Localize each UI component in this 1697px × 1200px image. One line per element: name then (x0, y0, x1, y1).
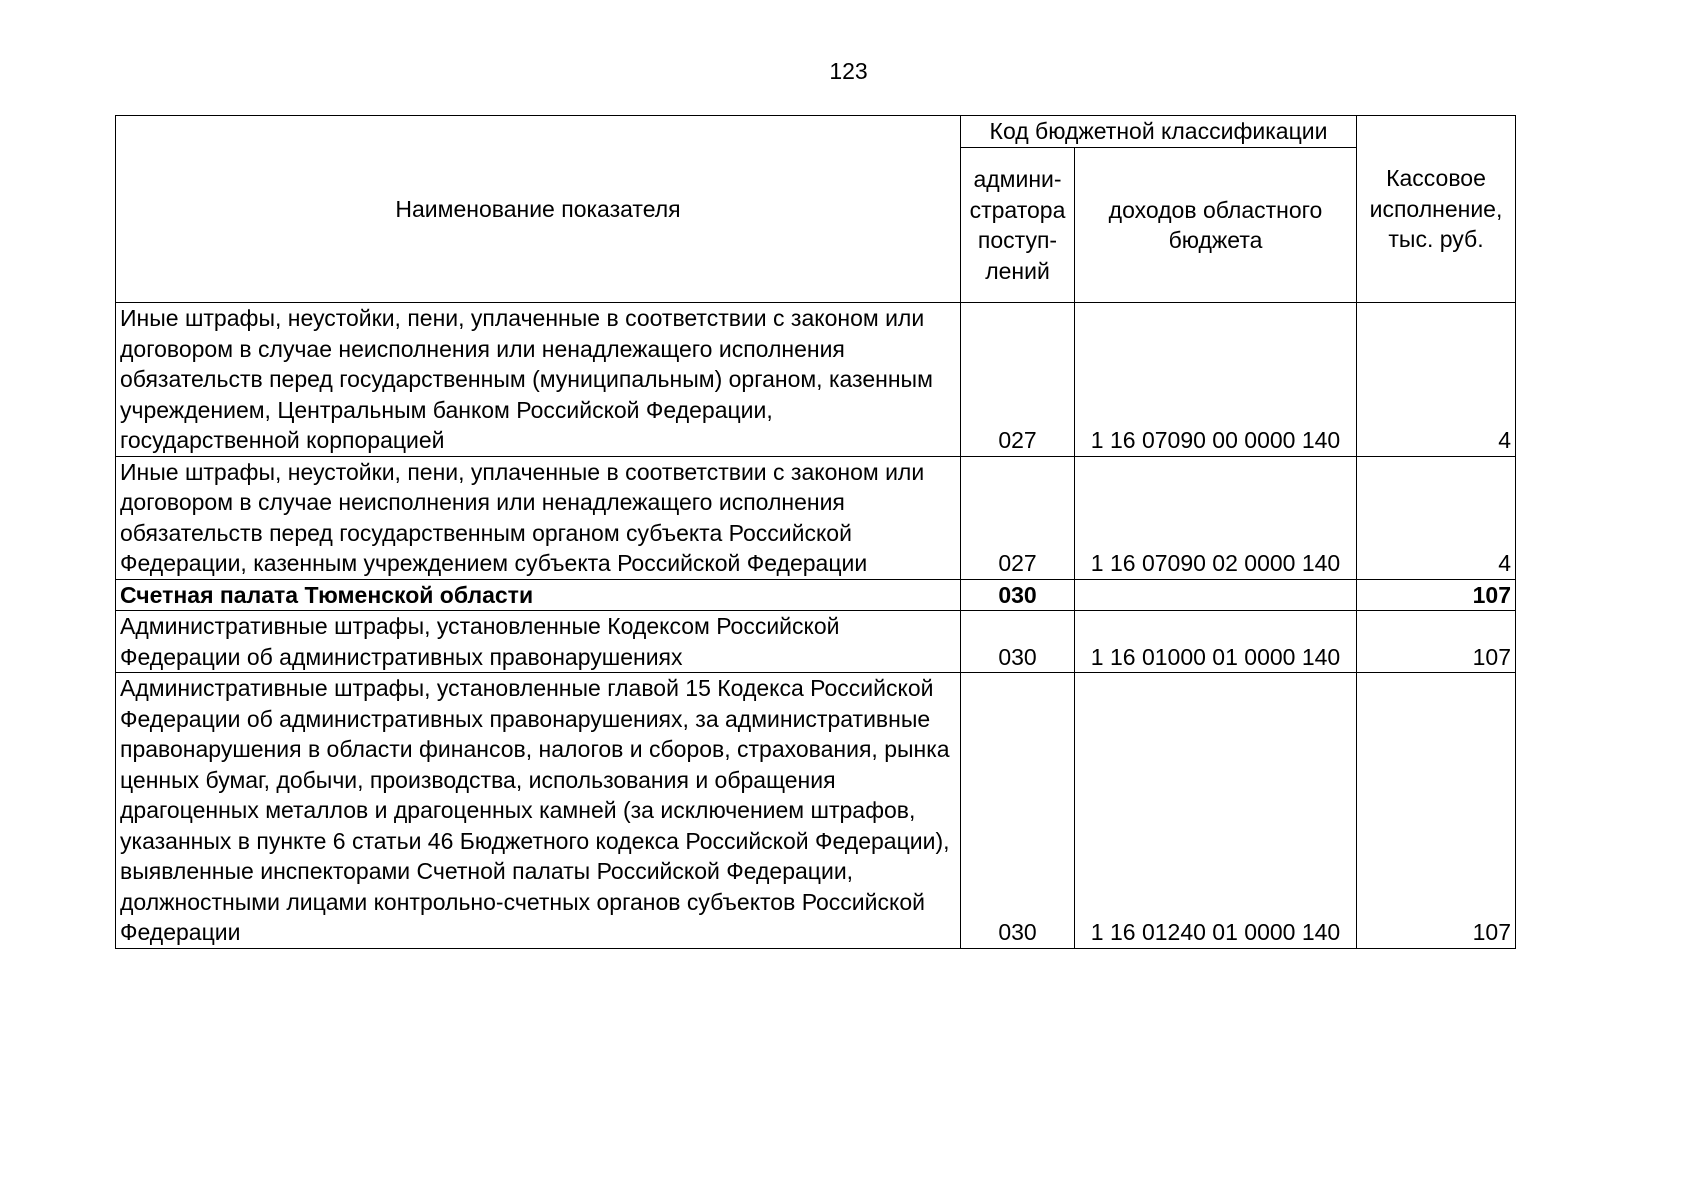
table-row (116, 303, 1516, 457)
row-amount: 107 (1357, 673, 1516, 949)
row-admin-code: 027 (961, 303, 1075, 457)
row-name: Административные штрафы, установленные главой 15 Кодекса Российской Федерации об административных правонарушениях, за административные правонарушения в области финансов, налогов и сборов, страхования, рынка ценных бумаг, добычи, производства, использования и обращения драгоценных металлов и драгоценных камней (за исключением штрафов, указанных в пункте 6 статьи 46 Бюджетного кодекса Российской Федерации), выявленные инспекторами Счетной палаты Российской Федерации, должностными лицами контрольно-счетных органов субъектов Российской Федерации (116, 673, 961, 949)
table-header (116, 116, 1516, 303)
row-amount: 107 (1357, 611, 1516, 673)
row-admin-code: 030 (961, 611, 1075, 673)
header-income-line: бюджета (1168, 227, 1263, 253)
row-name: Счетная палата Тюменской области (116, 579, 961, 611)
row-income-code (1075, 579, 1357, 611)
header-admin-line: админи- (973, 166, 1062, 192)
row-amount: 4 (1357, 456, 1516, 579)
header-cash-execution (1357, 116, 1516, 303)
row-income-code: 1 16 07090 02 0000 140 (1075, 456, 1357, 579)
header-budget-code-group: Код бюджетной классификации (961, 116, 1357, 148)
header-name: Наименование показателя (116, 116, 961, 303)
row-amount: 4 (1357, 303, 1516, 457)
header-admin-line: поступ- (977, 227, 1058, 253)
table-row-section (116, 579, 1516, 611)
table-row (116, 611, 1516, 673)
header-cash-line: Кассовое (1386, 165, 1486, 192)
page-number: 123 (829, 58, 868, 84)
row-name: Административные штрафы, установленные Кодексом Российской Федерации об административных правонарушениях (116, 611, 961, 673)
header-cash-line: тыс. руб. (1388, 226, 1484, 253)
table-row (116, 673, 1516, 949)
row-income-code: 1 16 01000 01 0000 140 (1075, 611, 1357, 673)
row-income-code: 1 16 07090 00 0000 140 (1075, 303, 1357, 457)
row-admin-code: 027 (961, 456, 1075, 579)
row-name: Иные штрафы, неустойки, пени, уплаченные в соответствии с законом или договором в случае неисполнения или ненадлежащего исполнения обязательств перед государственным органом субъекта Российской Федерации, казенным учреждением субъекта Российской Федерации (116, 456, 961, 579)
row-amount: 107 (1357, 579, 1516, 611)
row-admin-code: 030 (961, 579, 1075, 611)
row-income-code: 1 16 01240 01 0000 140 (1075, 673, 1357, 949)
header-income-line: доходов (1108, 196, 1197, 223)
row-name: Иные штрафы, неустойки, пени, уплаченные в соответствии с законом или договором в случае неисполнения или ненадлежащего исполнения обязательств перед государственным (муниципальным) органом, казенным учреждением, Центральным банком Российской Федерации, государственной корпорацией (116, 303, 961, 457)
table-row (116, 456, 1516, 579)
header-admin-line: лений (985, 257, 1050, 284)
header-income-code (1075, 148, 1357, 303)
header-admin-line: стратора (969, 196, 1066, 223)
header-cash-line: исполнение, (1369, 195, 1503, 222)
header-income-line: областного (1202, 196, 1323, 223)
header-administrator (961, 148, 1075, 303)
table-body (116, 303, 1516, 949)
row-admin-code: 030 (961, 673, 1075, 949)
budget-table (115, 115, 1516, 949)
